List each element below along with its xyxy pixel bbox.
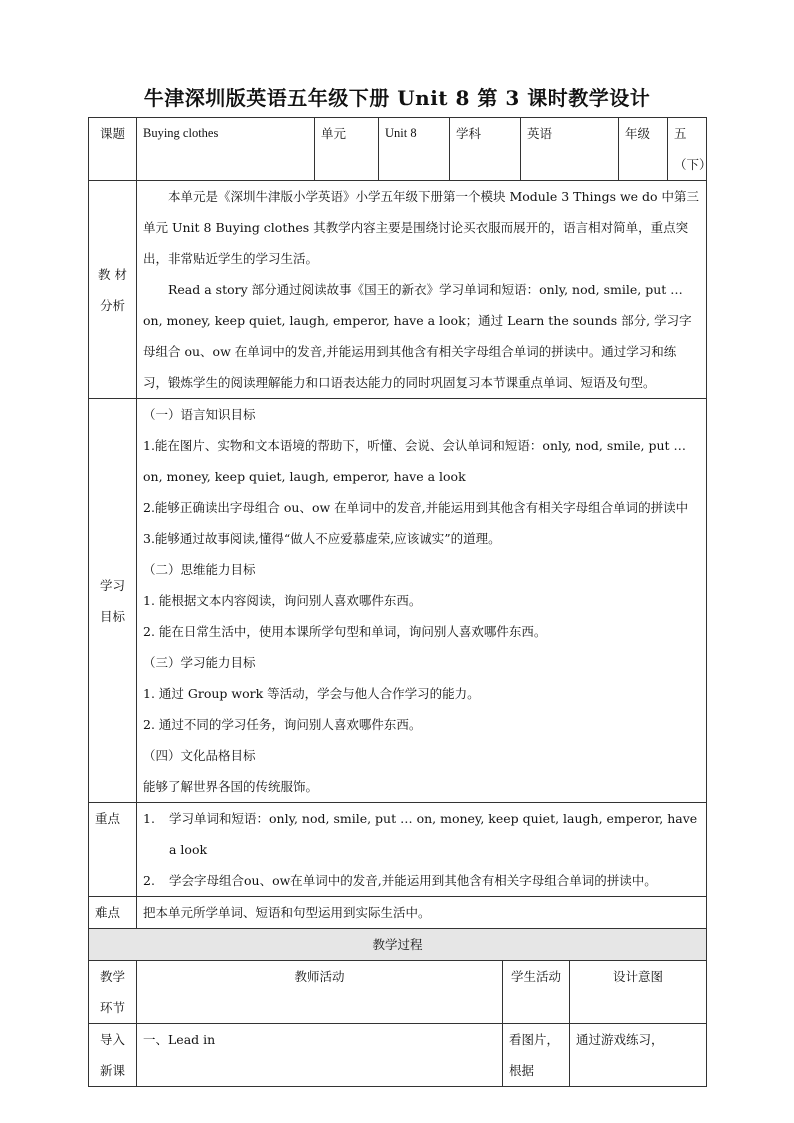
subject-value: 英语 — [521, 118, 619, 181]
process-header-stage: 教学环节 — [89, 961, 137, 1024]
key-points-row — [89, 803, 707, 897]
process-design-intent: 通过游戏练习， — [570, 1024, 707, 1087]
goal-line: （一）语言知识目标 — [143, 407, 256, 422]
process-header-teacher: 教师活动 — [137, 961, 503, 1024]
goals-label-line2: 目标 — [99, 608, 125, 624]
material-label-line2: 分析 — [99, 297, 125, 313]
material-paragraph-2: Read a story 部分通过阅读故事《国王的新衣》学习单词和短语：only, nod, smile, put … on, money, keep quiet, laugh, emperor, have a look；通过 Learn the sounds 部分, 学习字母组合 ou、ow 在单词中的发音,并能运用到其他含有相关字母组合单词的拼读中。通过学习和练习，锻炼学生的阅读理解能力和口语表达能力的同时巩固复习本节课重点单词、短语及句型。 — [143, 282, 692, 390]
key-point-number: 1. — [143, 811, 155, 826]
process-row — [89, 1024, 707, 1087]
process-student-activity: 看图片，根据 — [503, 1024, 570, 1087]
process-teacher-activity: 一、Lead in — [137, 1024, 503, 1087]
goal-line: （二）思维能力目标 — [143, 562, 256, 577]
topic-label: 课题 — [89, 118, 137, 181]
grade-label: 年级 — [619, 118, 668, 181]
unit-label: 单元 — [315, 118, 379, 181]
goal-line: 2. 通过不同的学习任务，询问别人喜欢哪件东西。 — [143, 717, 422, 732]
unit-value: Unit 8 — [379, 118, 450, 181]
process-header-row — [89, 961, 707, 1024]
process-stage: 导入新课 — [89, 1024, 137, 1087]
process-header-student: 学生活动 — [503, 961, 570, 1024]
difficulty-label: 难点 — [89, 897, 137, 929]
goal-line: 1. 通过 Group work 等活动，学会与他人合作学习的能力。 — [143, 686, 480, 701]
material-paragraph-1: 本单元是《深圳牛津版小学英语》小学五年级下册第一个模块 Module 3 Things we do 中第三单元 Unit 8 Buying clothes 其教学内容主要是围绕讨论买衣服而展开的，语言相对简单，重点突出，非常贴近学生的学习生活。 — [143, 189, 700, 266]
difficulty-content: 把本单元所学单词、短语和句型运用到实际生活中。 — [137, 897, 707, 929]
goal-line: 2. 能在日常生活中，使用本课所学句型和单词，询问别人喜欢哪件东西。 — [143, 624, 547, 639]
goal-line: 1.能在图片、实物和文本语境的帮助下，听懂、会说、会认单词和短语：only, nod, smile, put … on, money, keep quiet, laugh, emperor, have a look — [143, 438, 687, 484]
goal-line: 3.能够通过故事阅读,懂得“做人不应爱慕虚荣,应该诚实”的道理。 — [143, 531, 501, 546]
material-label-line1: 教 材 — [98, 266, 127, 282]
process-header-intent: 设计意图 — [570, 961, 707, 1024]
key-point-number: 2. — [143, 873, 155, 888]
key-point-item — [143, 803, 700, 865]
goal-line: 能够了解世界各国的传统服饰。 — [143, 779, 319, 794]
process-section-title: 教学过程 — [89, 929, 707, 961]
key-point-text: 学习单词和短语：only, nod, smile, put … on, money, keep quiet, laugh, emperor, have a look — [169, 811, 698, 857]
material-label — [89, 181, 137, 399]
grade-value: 五（下） — [668, 118, 707, 181]
header-row — [89, 118, 707, 181]
lesson-plan-table — [88, 117, 712, 1087]
topic-value: Buying clothes — [137, 118, 315, 181]
goal-line: 2.能够正确读出字母组合 ou、ow 在单词中的发音,并能运用到其他含有相关字母组合单词的拼读中 — [143, 500, 689, 515]
goals-label — [89, 399, 137, 803]
key-point-text: 学会字母组合ou、ow在单词中的发音,并能运用到其他含有相关字母组合单词的拼读中。 — [169, 873, 657, 888]
subject-label: 学科 — [450, 118, 521, 181]
material-row — [89, 181, 707, 399]
key-points-content — [137, 803, 707, 897]
key-points-label: 重点 — [89, 803, 137, 897]
goals-label-line1: 学习 — [99, 577, 125, 593]
goal-line: 1. 能根据文本内容阅读，询问别人喜欢哪件东西。 — [143, 593, 422, 608]
process-section-row — [89, 929, 707, 961]
page-title: 牛津深圳版英语五年级下册 Unit 8 第 3 课时教学设计 — [143, 86, 651, 110]
goal-line: （四）文化品格目标 — [143, 748, 256, 763]
difficulty-row — [89, 897, 707, 929]
goals-content — [137, 399, 707, 803]
key-point-item — [143, 865, 700, 896]
goal-line: （三）学习能力目标 — [143, 655, 256, 670]
material-content — [137, 181, 707, 399]
goals-row — [89, 399, 707, 803]
